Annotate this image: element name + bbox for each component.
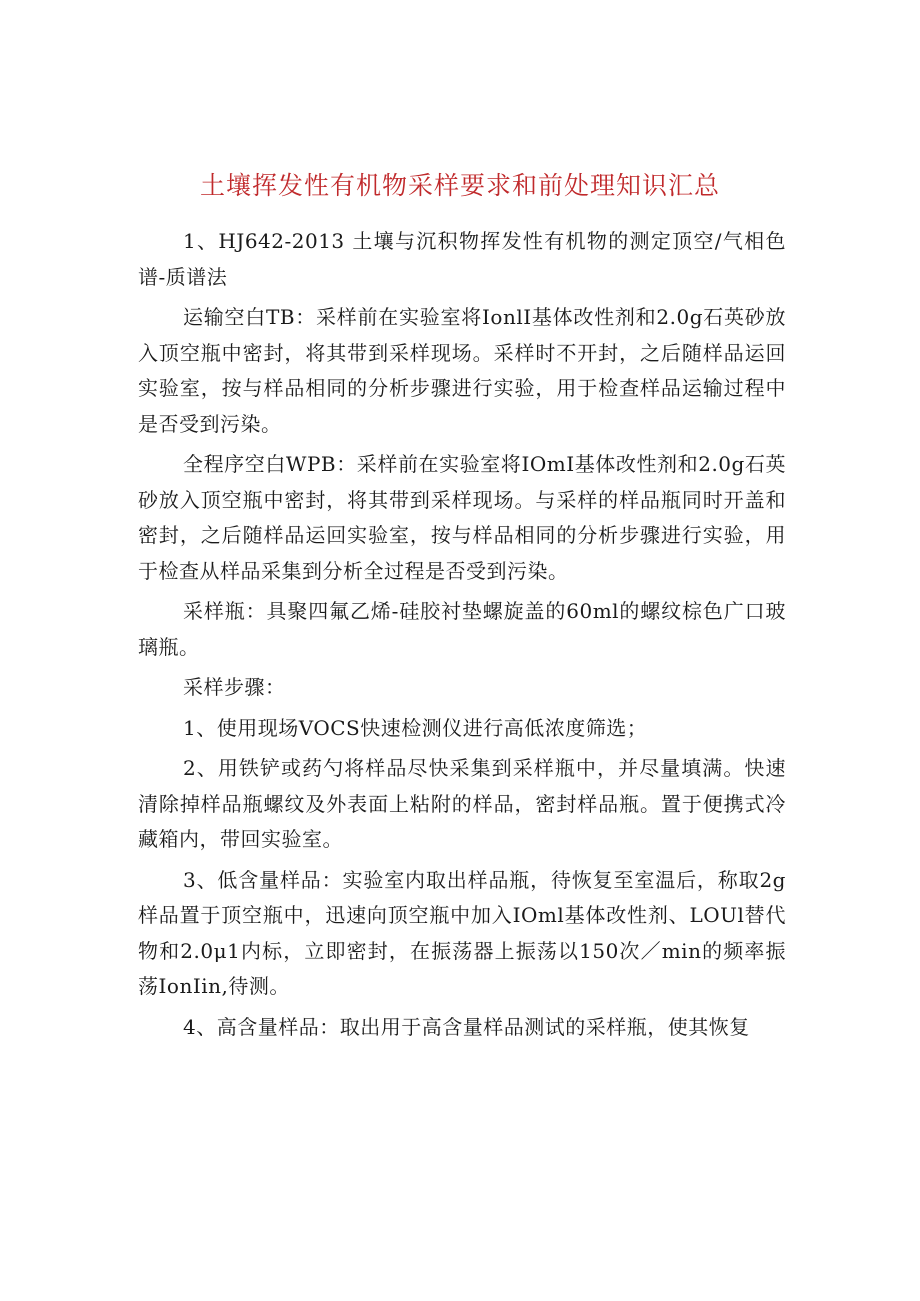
paragraph-step-3: 3、低含量样品：实验室内取出样品瓶，待恢复至室温后，称取2g样品置于顶空瓶中，迅速向顶空瓶中加入IOml基体改性剂、LOUl替代物和2.0μ1内标，立即密封，在振荡器上振荡以150次／min的频率振荡IonIin,待测。 — [138, 867, 786, 998]
paragraph-standard: 1、HJ642-2013 土壤与沉积物挥发性有机物的测定顶空/气相色谱-质谱法 — [138, 229, 786, 289]
paragraph-transport-blank: 运输空白TB：采样前在实验室将IonlI基体改性剂和2.0g石英砂放入顶空瓶中密封，将其带到采样现场。采样时不开封，之后随样品运回实验室，按与样品相同的分析步骤进行实验，用于检查样品运输过程中是否受到污染。 — [138, 305, 786, 436]
paragraph-whole-procedure-blank: 全程序空白WPB：采样前在实验室将IOmI基体改性剂和2.0g石英砂放入顶空瓶中密封，将其带到采样现场。与采样的样品瓶同时开盖和密封，之后随样品运回实验室，按与样品相同的分析步骤进行实验，用于检查从样品采集到分析全过程是否受到污染。 — [138, 452, 786, 583]
paragraph-sampling-bottle: 采样瓶：具聚四氟乙烯-硅胶衬垫螺旋盖的60ml的螺纹棕色广口玻璃瓶。 — [138, 599, 786, 659]
document-body — [138, 224, 786, 1050]
document-title: 土壤挥发性有机物采样要求和前处理知识汇总 — [199, 171, 720, 200]
paragraph-sampling-steps-heading: 采样步骤： — [183, 675, 286, 699]
paragraph-step-2: 2、用铁铲或药勺将样品尽快采集到采样瓶中，并尽量填满。快速清除掉样品瓶螺纹及外表面上粘附的样品，密封样品瓶。置于便携式冷藏箱内，带回实验室。 — [138, 756, 786, 851]
paragraph-step-4: 4、高含量样品：取出用于高含量样品测试的采样瓶，使其恢复 — [183, 1014, 750, 1039]
paragraph-step-1: 1、使用现场VOCS快速检测仪进行高低浓度筛选； — [183, 715, 648, 740]
